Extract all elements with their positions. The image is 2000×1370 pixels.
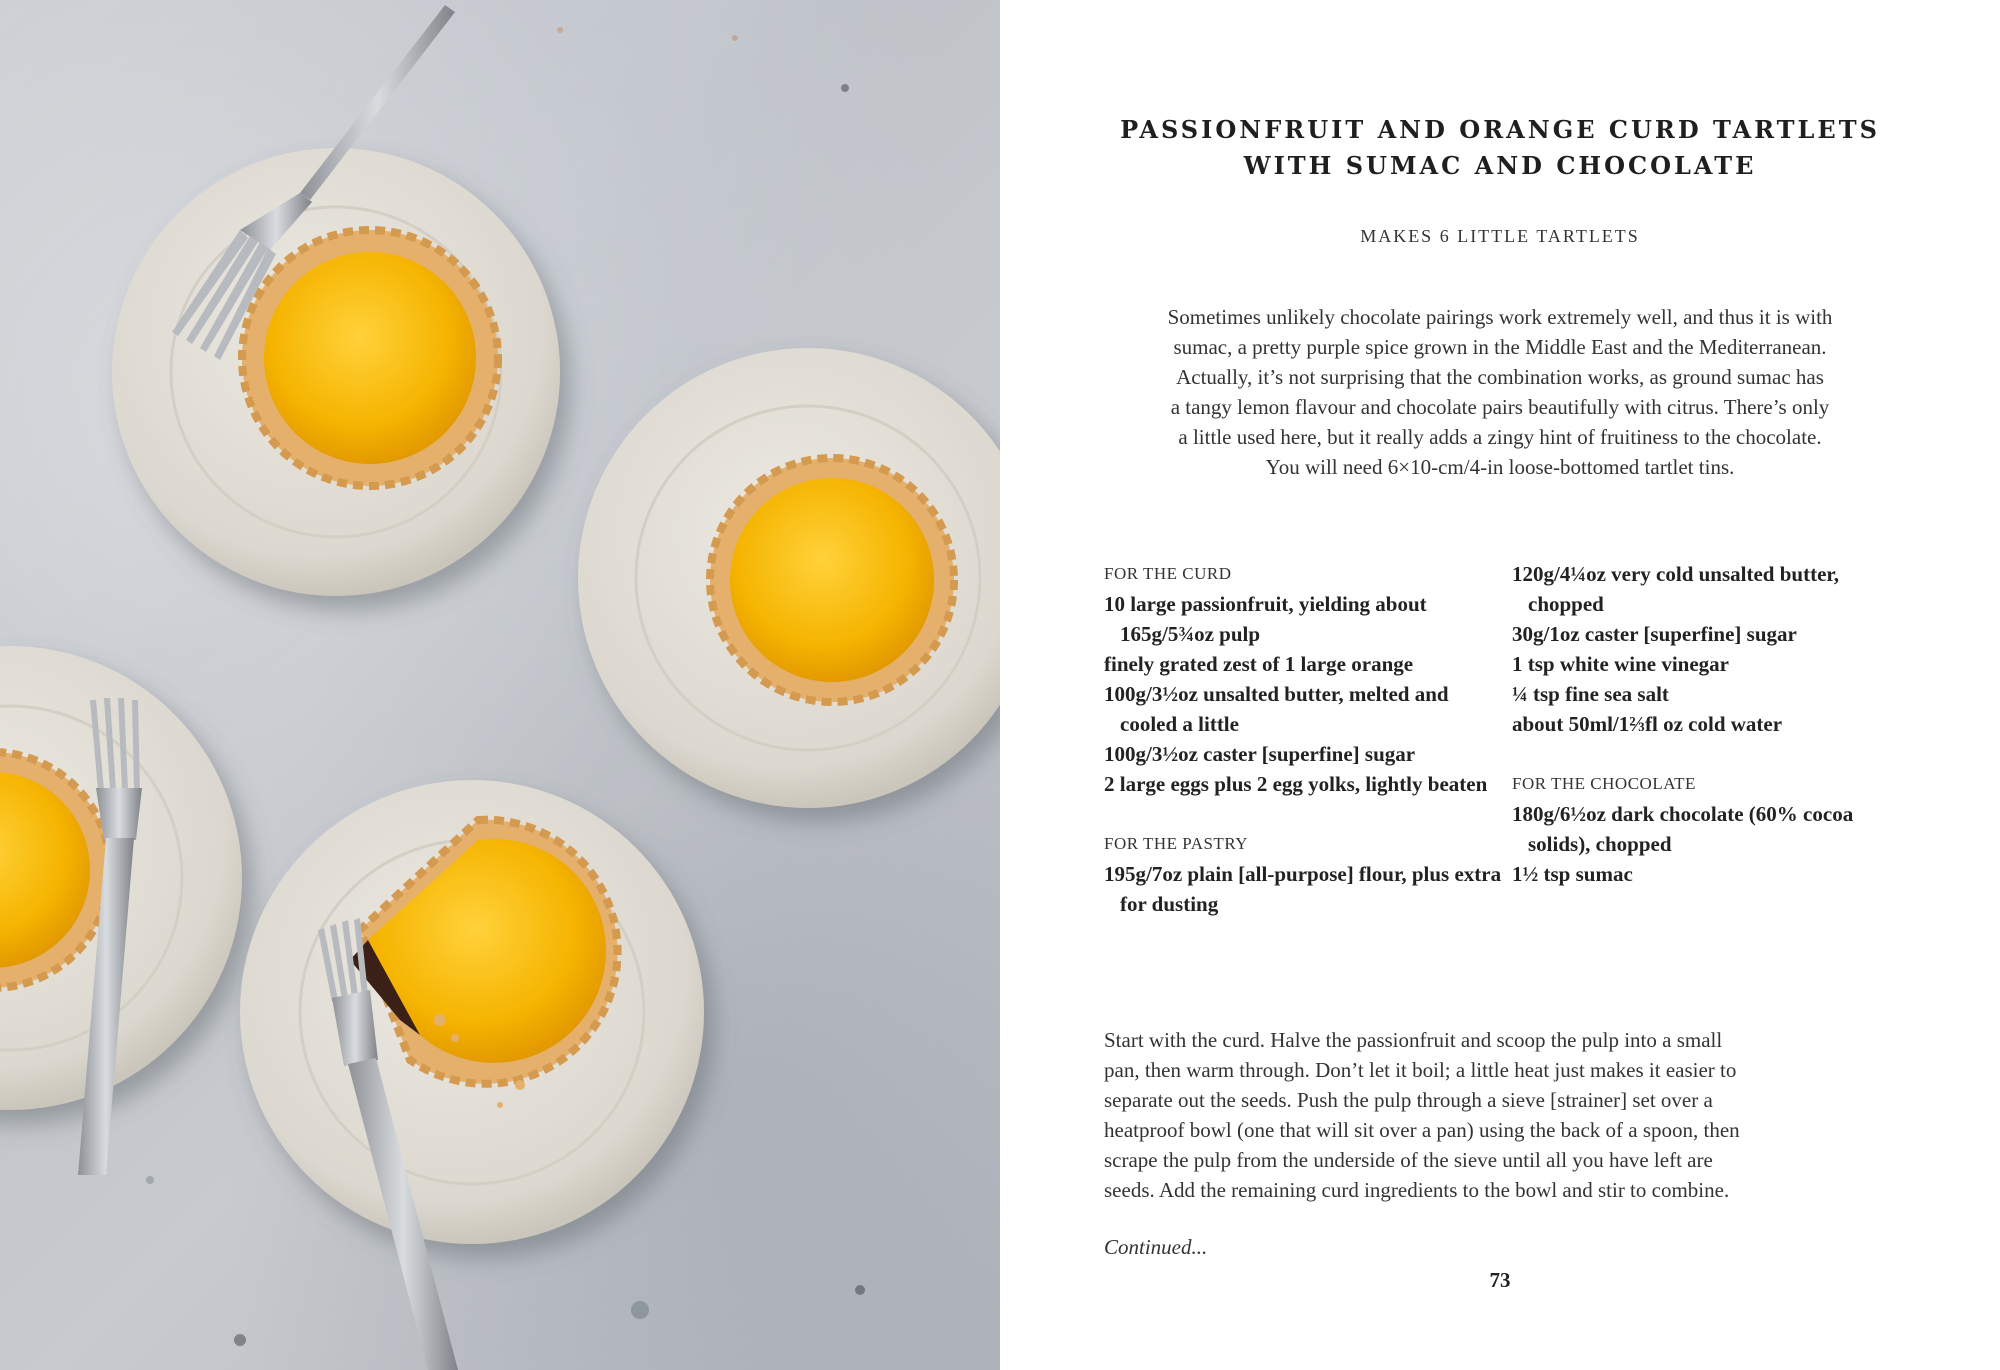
curd-heading: FOR THE CURD — [1104, 564, 1232, 583]
recipe-yield: MAKES 6 LITTLE TARTLETS — [1360, 226, 1640, 246]
method-line: heatproof bowl (one that will sit over a pan) using the back of a spoon, then — [1104, 1118, 1740, 1142]
ingredients-left-column — [1104, 559, 1504, 919]
continued-note: Continued... — [1104, 1235, 1208, 1259]
tartlet-right — [710, 458, 954, 702]
ingredient-item: 2 large eggs plus 2 egg yolks, lightly beaten — [1104, 772, 1488, 796]
intro-line: a little used here, but it really adds a zingy hint of fruitiness to the chocolate. — [1178, 425, 1822, 449]
ingredient-item: finely grated zest of 1 large orange — [1104, 652, 1414, 676]
recipe-intro — [1100, 302, 1900, 482]
method-line: separate out the seeds. Push the pulp through a sieve [strainer] set over a — [1104, 1088, 1713, 1112]
ingredient-item: 100g/3½oz unsalted butter, melted and cooled a little — [1104, 682, 1449, 736]
ingredient-item: 1½ tsp sumac — [1512, 862, 1633, 886]
ingredient-item: about 50ml/1⅔fl oz cold water — [1512, 712, 1783, 736]
intro-line: sumac, a pretty purple spice grown in the Middle East and the Mediterranean. — [1173, 335, 1827, 359]
method-line: scrape the pulp from the underside of the sieve until all you have left are — [1104, 1148, 1713, 1172]
ingredient-item: 100g/3½oz caster [superfine] sugar — [1104, 742, 1416, 766]
recipe-title-line: WITH SUMAC AND CHOCOLATE — [1243, 151, 1757, 180]
method-line: Start with the curd. Halve the passionfruit and scoop the pulp into a small — [1104, 1028, 1723, 1052]
recipe-title — [1100, 112, 1900, 184]
ingredient-item: 195g/7oz plain [all-purpose] flour, plus extra for dusting — [1104, 862, 1502, 916]
ingredient-item: ¼ tsp fine sea salt — [1512, 682, 1669, 706]
intro-line: a tangy lemon flavour and chocolate pairs beautifully with citrus. There’s only — [1170, 395, 1830, 419]
spacer — [1512, 739, 1912, 769]
recipe-title-line: PASSIONFRUIT AND ORANGE CURD TARTLETS — [1120, 115, 1880, 144]
recipe-page — [1000, 0, 2000, 1370]
method-line: seeds. Add the remaining curd ingredients to the bowl and stir to combine. — [1104, 1178, 1730, 1202]
tartlet-top-left — [242, 230, 498, 486]
method-line: pan, then warm through. Don’t let it boil; a little heat just makes it easier to — [1104, 1058, 1737, 1082]
ingredient-item: 120g/4¼oz very cold unsalted butter, chopped — [1512, 562, 1840, 616]
intro-line: Sometimes unlikely chocolate pairings work extremely well, and thus it is with — [1167, 305, 1833, 329]
page-number: 73 — [1489, 1268, 1511, 1292]
intro-line: You will need 6×10-cm/4-in loose-bottomed tartlet tins. — [1265, 455, 1735, 479]
ingredient-item: 180g/6½oz dark chocolate (60% cocoa solids), chopped — [1512, 802, 1854, 856]
pastry-heading: FOR THE PASTRY — [1104, 834, 1248, 853]
ingredient-item: 1 tsp white wine vinegar — [1512, 652, 1729, 676]
recipe-method — [1104, 1025, 1904, 1205]
intro-line: Actually, it’s not surprising that the combination works, as ground sumac has — [1176, 365, 1824, 389]
spacer — [1104, 799, 1504, 829]
ingredient-item: 30g/1oz caster [superfine] sugar — [1512, 622, 1797, 646]
ingredients-right-column — [1512, 559, 1912, 889]
ingredient-item: 10 large passionfruit, yielding about 165g/5¾oz pulp — [1104, 592, 1427, 646]
chocolate-heading: FOR THE CHOCOLATE — [1512, 774, 1696, 793]
